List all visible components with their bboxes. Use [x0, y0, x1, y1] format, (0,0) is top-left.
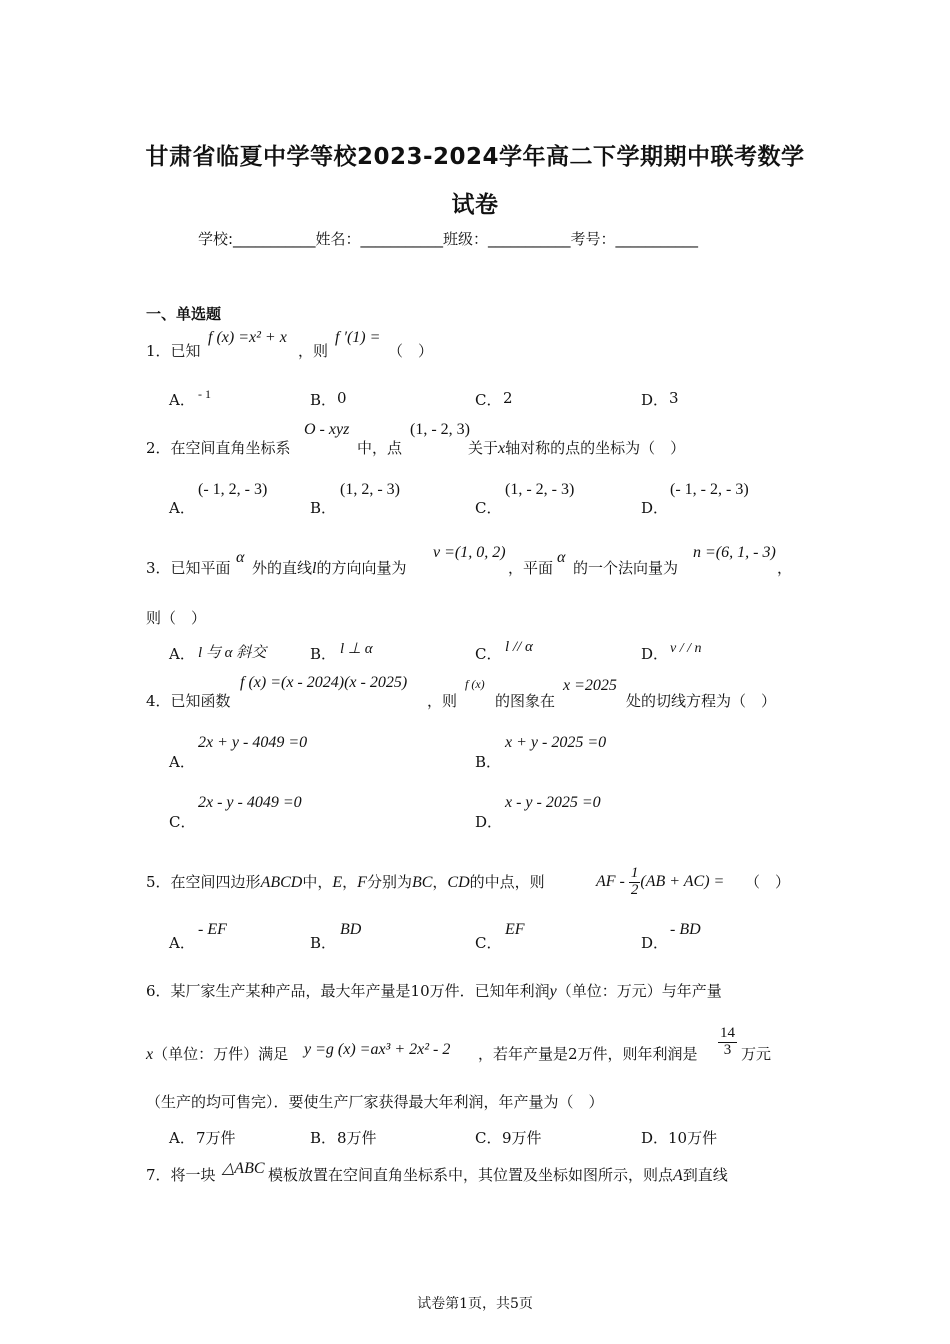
option-value: (- 1, 2, - 3): [198, 481, 268, 498]
question-text: 在空间直角坐标系: [170, 439, 291, 457]
fraction: $\frac{14}{3}$: [720, 1025, 735, 1058]
question-number: 1．: [146, 342, 171, 360]
question-text: 的图象在: [495, 692, 556, 710]
question-text: 则（ ）: [146, 609, 207, 627]
question-text: （单位：万件）满足: [153, 1045, 289, 1063]
question-text: 的方向向量为: [316, 559, 407, 577]
question-text: ，: [777, 559, 793, 577]
math-variable: x: [146, 1046, 154, 1063]
question-text: 已知平面: [170, 559, 231, 577]
option-value: v / / n: [670, 641, 702, 656]
option-value: 2x - y - 4049 =0: [198, 794, 302, 811]
math-variable: x: [498, 440, 506, 457]
question-7: [146, 1164, 216, 1185]
student-info-line: 学校:___________姓名：___________班级：___________考号：___________: [198, 230, 699, 248]
math-variable: ABCD: [260, 874, 303, 891]
fraction: $\frac{1}{2}$: [630, 865, 639, 898]
option-label: D．: [641, 1129, 669, 1147]
option-value: l ⊥ α: [340, 641, 373, 657]
option-label: B．: [310, 391, 337, 409]
question-text: 将一块: [170, 1166, 216, 1184]
option-value: 0: [337, 389, 347, 407]
answer-paren: （ ）: [745, 873, 791, 891]
question-4: [146, 690, 231, 711]
option-label: B．: [310, 934, 337, 952]
section-heading: 一、单选题: [146, 305, 222, 323]
math-variable: CD: [447, 874, 470, 891]
option-value: 3: [669, 389, 679, 407]
math-variable: l: [312, 560, 317, 577]
option-value: - EF: [198, 921, 227, 938]
question-text: 模板放置在空间直角坐标系中，其位置及坐标如图所示，则点: [268, 1166, 674, 1184]
option-value: 7万件: [196, 1129, 236, 1147]
question-number: 5．: [146, 873, 171, 891]
option-label: C．: [169, 813, 196, 831]
math-variable: BC: [411, 874, 433, 891]
option-value: 9万件: [502, 1129, 542, 1147]
option-label: D．: [641, 499, 669, 517]
question-3: [146, 557, 231, 578]
option-value: (1, 2, - 3): [340, 481, 400, 498]
answer-paren: （ ）: [388, 342, 434, 360]
math-expression: f ′(1) =: [335, 329, 381, 346]
question-text: 到直线: [682, 1166, 728, 1184]
math-expression: O - xyz: [304, 421, 350, 438]
option-label: A．: [169, 1129, 195, 1147]
option-label: A．: [169, 934, 195, 952]
math-expression: y =g (x) =ax³ + 2x² - 2: [304, 1041, 451, 1058]
option-value: (1, - 2, - 3): [505, 481, 575, 498]
option-label: B．: [310, 499, 337, 517]
math-expression: (1, - 2, 3): [410, 421, 470, 438]
option-label: B．: [475, 753, 502, 771]
option-label: C．: [475, 391, 502, 409]
question-1: [146, 340, 201, 361]
option-label: C．: [475, 499, 502, 517]
option-value: 10万件: [668, 1129, 718, 1147]
option-value: l 与 α 斜交: [198, 645, 267, 661]
question-text: （生产的均可售完）．要使生产厂家获得最大年利润，年产量为（ ）: [146, 1093, 604, 1111]
option-label: A．: [169, 499, 195, 517]
question-text: 的中点，则: [469, 873, 545, 891]
math-expression: f (x) =x² + x: [208, 329, 287, 346]
option-value: 2: [503, 389, 513, 407]
option-value: x + y - 2025 =0: [505, 734, 607, 751]
question-number: 2．: [146, 439, 171, 457]
math-expression: x =2025: [563, 677, 617, 694]
question-number: 7．: [146, 1166, 171, 1184]
option-value: - BD: [670, 921, 701, 938]
question-text: 的一个法向量为: [573, 559, 679, 577]
question-text: 外的直线: [252, 559, 313, 577]
math-expression: AF - $\frac{1}{2}$ (AB + AC) =: [596, 865, 725, 898]
question-number: 4．: [146, 692, 171, 710]
question-number: 6．: [146, 982, 171, 1000]
math-variable: α: [557, 549, 566, 566]
option-label: C．: [475, 934, 502, 952]
question-text: ，平面: [508, 559, 554, 577]
option-value: l // α: [505, 639, 533, 655]
question-text: 处的切线方程为（ ）: [626, 692, 777, 710]
option-label: C．: [475, 645, 502, 663]
option-value: (- 1, - 2, - 3): [670, 481, 749, 498]
question-6: [146, 980, 722, 1001]
option-label: C．: [475, 1129, 502, 1147]
question-text: ，则: [298, 342, 329, 360]
question-text: 已知函数: [170, 692, 231, 710]
option-label: A．: [169, 645, 195, 663]
option-label: D．: [641, 391, 669, 409]
question-text: ，则: [427, 692, 458, 710]
page-title-line2: 试卷: [451, 192, 499, 218]
math-expression: f (x): [465, 677, 485, 691]
option-label: A．: [169, 753, 195, 771]
question-text: 轴对称的点的坐标为（ ）: [505, 439, 686, 457]
question-5: 5．在空间四边形ABCD中，E，F分别为BC，CD的中点，则: [146, 873, 545, 891]
question-text: 已知: [170, 342, 201, 360]
math-variable: F: [357, 874, 367, 891]
question-text: 关于: [468, 439, 499, 457]
question-text: ，若年产量是2万件，则年利润是: [478, 1045, 698, 1063]
math-expression: f (x) =(x - 2024)(x - 2025): [240, 674, 408, 691]
math-expression: n =(6, 1, - 3): [693, 544, 776, 561]
question-number: 3．: [146, 559, 171, 577]
option-label: D．: [475, 813, 503, 831]
question-text: 中，点: [357, 439, 403, 457]
page-footer: 试卷第1页，共5页: [417, 1296, 533, 1312]
math-expression: v =(1, 0, 2): [433, 544, 506, 561]
option-value: 2x + y - 4049 =0: [198, 734, 308, 751]
option-value: - 1: [198, 387, 211, 401]
option-label: D．: [641, 934, 669, 952]
option-value: 8万件: [337, 1129, 377, 1147]
page-title: 甘肃省临夏中学等校2023-2024学年高二下学期期中联考数学: [145, 144, 805, 170]
option-label: B．: [310, 645, 337, 663]
math-variable: α: [236, 549, 245, 566]
question-text: 中，: [302, 873, 333, 891]
option-value: EF: [505, 921, 525, 938]
option-label: B．: [310, 1129, 337, 1147]
question-text: 在空间四边形: [170, 873, 261, 891]
question-text: 万元: [741, 1045, 772, 1063]
math-variable: A: [673, 1167, 683, 1184]
option-value: BD: [340, 921, 362, 938]
question-text: 分别为: [366, 873, 412, 891]
option-value: x - y - 2025 =0: [505, 794, 601, 811]
question-text: （单位：万元）与年产量: [556, 982, 722, 1000]
question-2: [146, 437, 291, 458]
option-label: D．: [641, 645, 669, 663]
math-variable: E: [332, 874, 343, 891]
math-variable: y: [549, 983, 557, 1000]
option-label: A．: [169, 391, 195, 409]
question-text: 某厂家生产某种产品，最大年产量是10万件．已知年利润: [170, 982, 550, 1000]
math-expression: △ABC: [222, 1160, 265, 1177]
